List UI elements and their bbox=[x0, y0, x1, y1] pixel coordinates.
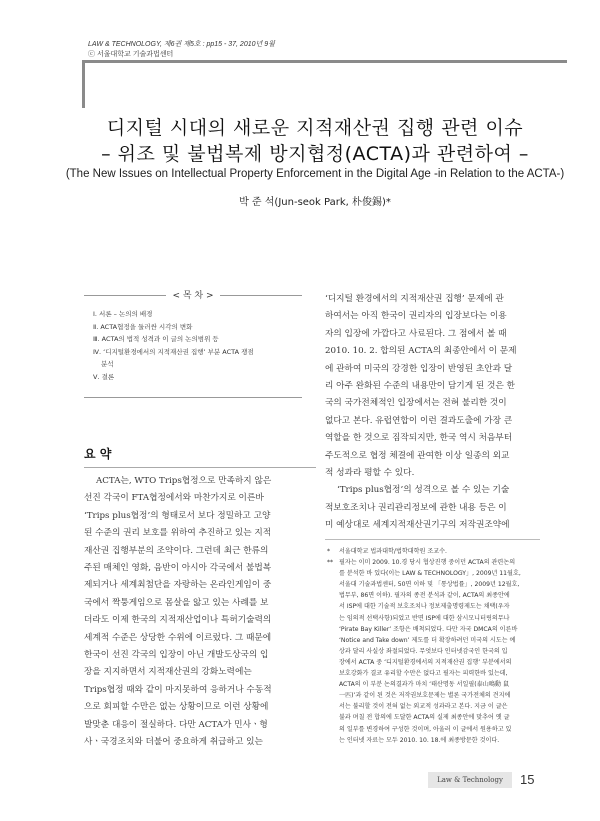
toc-item: Ⅲ. ACTA의 법적 성격과 이 글의 논의범위 등 bbox=[93, 335, 219, 344]
footnote-line: 보호강화가 결코 유리할 수만은 없다고 필자는 피력한바 있는데, bbox=[339, 670, 508, 678]
article-title bbox=[70, 115, 560, 167]
summary-body-right bbox=[325, 291, 540, 535]
body-line: 장을 지지하면서 지적재산권의 강화노력에는 bbox=[84, 667, 252, 678]
footnote-line: 서울대학교 법과대학/법학대학원 조교수. bbox=[339, 548, 447, 555]
title-line-1: 디지털 시대의 새로운 지적재산권 집행 관련 이슈 bbox=[106, 117, 524, 139]
page-number: 15 bbox=[520, 771, 535, 787]
body-line: 주된 매체인 영화, 음반이 아시아 각국에서 불법복 bbox=[84, 563, 272, 574]
body-line: 한국이 선진 각국의 입장이 아닌 개발도상국의 입 bbox=[84, 650, 269, 661]
body-line: 2010. 10. 2. 합의된 ACTA의 최종안에서 이 문제 bbox=[325, 346, 517, 357]
footnote-line: 一匹)’과 같이 된 것은 저작권보호문제는 별론 국가전체의 견지에 bbox=[339, 692, 511, 700]
body-line: 발맞춘 대응이 절실하다. 다만 ACTA가 민사ㆍ형 bbox=[84, 719, 268, 730]
header-rule-horizontal bbox=[82, 60, 567, 63]
summary-body-left bbox=[84, 473, 302, 752]
toc-list bbox=[93, 308, 298, 384]
body-line: 미 예상대로 세계지적재산권기구의 저작권조약에 bbox=[325, 520, 510, 531]
body-line: 선진 각국이 FTA협정에서와 마찬가지로 이른바 bbox=[84, 493, 264, 504]
publisher-line: ⓒ 서울대학교 기술과법센터 bbox=[88, 51, 174, 58]
footnote bbox=[327, 546, 539, 557]
body-line: 주도적으로 협정 체결에 관여한 이상 일종의 외교 bbox=[325, 450, 510, 461]
footnote-line: 서울대 기술과법센터, 50면 이하 및 「통상법률」, 2009년 12월호, bbox=[339, 581, 520, 589]
footnote-line: 필자는 이미 2009. 10.경 당시 협상진행 중이던 ACTA의 관련논의 bbox=[339, 559, 516, 567]
footnote-line: 서는 불리할 것이 전혀 없는 외교적 성과라고 본다. 지금 이 글은 bbox=[339, 703, 508, 711]
body-line: 더라도 이제 한국의 지적재산업이나 특허기술력의 bbox=[84, 615, 272, 626]
toc-item-continued: 분석 bbox=[101, 360, 114, 369]
body-line: 세계적 수준은 상당한 수위에 이르렀다. 그 때문에 bbox=[84, 632, 272, 643]
footnote-line: 법무부, 86면 이하). 필자의 종전 분석과 같이, ACTA의 최종안에 bbox=[339, 592, 510, 600]
footnote-line: 의 일부를 변경하여 구성한 것이며, 아울러 이 글에서 원용하고 있 bbox=[339, 725, 512, 733]
body-line: 자의 입장에 가깝다고 사료된다. 그 점에서 볼 때 bbox=[325, 328, 507, 339]
body-line: 없다고 본다. 유럽연합이 이런 결과도출에 가장 큰 bbox=[325, 415, 513, 426]
footnote-line: 서 ISP에 대한 기술적 보호조치나 정보제출명령제도는 채택(우자 bbox=[339, 603, 510, 611]
footnote-line: 장에서 ACTA 중 ‘디지털환경에서의 지적재산권 집행’ 부분에서의 bbox=[339, 658, 512, 666]
footnote-line: 는 인터넷 자료는 모두 2010. 10. 18.에 최종방문한 것이다. bbox=[339, 736, 500, 744]
toc-item: Ⅳ. ‘디지털환경에서의 지적재산권 집행’ 부분 ACTA 쟁점 bbox=[93, 347, 254, 356]
footnote-divider bbox=[325, 539, 540, 540]
journal-header bbox=[88, 40, 388, 60]
footnote-line: 를 분석한 바 있다(이는 LAW & TECHNOLOGY」, 2009년 11월호, bbox=[339, 570, 521, 578]
body-line: Trips협정 때와 같이 마지못하여 응하거나 수동적 bbox=[84, 684, 272, 695]
body-line: ‘Trips plus협정’의 성격으로 볼 수 있는 기술 bbox=[337, 485, 510, 496]
toc-title: < 목 차 > bbox=[166, 291, 219, 301]
footnote bbox=[327, 557, 539, 746]
toc-item: Ⅱ. ACTA협정을 둘러싼 시각의 변화 bbox=[93, 322, 193, 331]
table-of-contents bbox=[84, 291, 302, 398]
body-line: 적보호조치나 권리관리정보에 관한 내용 등은 이 bbox=[325, 502, 507, 513]
body-line: 재산권 집행부분의 조약이다. 그런데 최근 한류의 bbox=[84, 545, 269, 556]
body-line: 된 수준의 권리 보호를 위하여 추진하고 있는 지적 bbox=[84, 528, 272, 539]
english-title: (The New Issues on Intellectual Property Enforcement in the Digital Age -in Relation to the ACTA-) bbox=[65, 168, 565, 180]
body-line: 하여서는 아직 한국이 권리자의 입장보다는 이용 bbox=[325, 311, 507, 322]
footnote-line: ACTA의 이 부분 논의결과가 마치 ‘태산명동 서일필(泰山鳴動 鼠 bbox=[339, 681, 510, 689]
body-line: 역할을 한 것으로 짐작되지만, 한국 역시 처음부터 bbox=[325, 433, 513, 444]
toc-item: Ⅰ. 서론 – 논의의 배경 bbox=[93, 310, 153, 318]
body-line: 에 관하여 미국의 강경한 입장이 반영된 초안과 달 bbox=[325, 363, 513, 374]
footnote-mark: * bbox=[327, 548, 331, 555]
body-line: 제되거나 세계최첨단을 자랑하는 온라인게임이 중 bbox=[84, 580, 272, 591]
header-rule-vertical bbox=[82, 60, 85, 108]
body-line: 사ㆍ국경조치와 더불어 중요하게 취급하고 있는 bbox=[84, 737, 263, 748]
journal-citation: LAW & TECHNOLOGY, 제6권 제5호 : pp15 - 37, 2010년 9월 bbox=[88, 41, 275, 48]
footnote-line: 는 임의적 선택사항)되었고 반면 ISP에 대한 삼시모니터링의무나 bbox=[339, 614, 510, 622]
toc-item: Ⅴ. 결론 bbox=[93, 372, 115, 381]
body-line: ACTA는, WTO Trips협정으로 만족하지 않은 bbox=[96, 476, 272, 486]
body-line: 적 성과라 평할 수 있다. bbox=[325, 468, 415, 479]
author-byline: 박 준 석(Jun-seok Park, 朴俊錫)* bbox=[239, 197, 391, 208]
body-line: 리 아주 완화된 수준의 내용만이 담기게 된 것은 한 bbox=[325, 381, 515, 392]
footnote-line: 상과 달리 사실상 좌절되었다. 무엇보다 인터넷감국인 한국의 입 bbox=[339, 647, 508, 655]
body-line: ‘Trips plus협정’의 형태로서 보다 정밀하고 고양 bbox=[84, 510, 271, 521]
body-line: 으로 회피할 수만은 없는 상황이므로 이런 상황에 bbox=[84, 702, 269, 713]
body-line: 국에서 짝퉁게임으로 몸살을 앓고 있는 사례를 보 bbox=[84, 597, 269, 608]
footer-journal-label: Law & Technology bbox=[428, 772, 512, 788]
footnote-line: ‘Pirate Bay Killer’ 조항은 배척되었다. 다만 자국 DMCA의 이른바 bbox=[339, 625, 518, 633]
summary-heading: 요 약 bbox=[84, 447, 112, 461]
footnotes bbox=[327, 546, 539, 746]
footnote-mark: ** bbox=[327, 559, 334, 567]
footnote-line: 불과 며칠 전 합의에 도달한 ACTA의 실제 최종안에 맞추어 옛 글 bbox=[339, 714, 510, 722]
title-line-2: – 위조 및 불법복제 방지협정(ACTA)과 관련하여 – bbox=[101, 143, 529, 165]
body-line: ‘디지털 환경에서의 지적재산권 집행’ 문제에 관 bbox=[325, 294, 504, 304]
body-line: 국의 국가전체적인 입장에서는 전혀 불리한 것이 bbox=[325, 398, 507, 409]
footnote-line: ‘Notice and Take down’ 제도를 더 확장하려던 미국의 시도는 예 bbox=[339, 636, 516, 644]
